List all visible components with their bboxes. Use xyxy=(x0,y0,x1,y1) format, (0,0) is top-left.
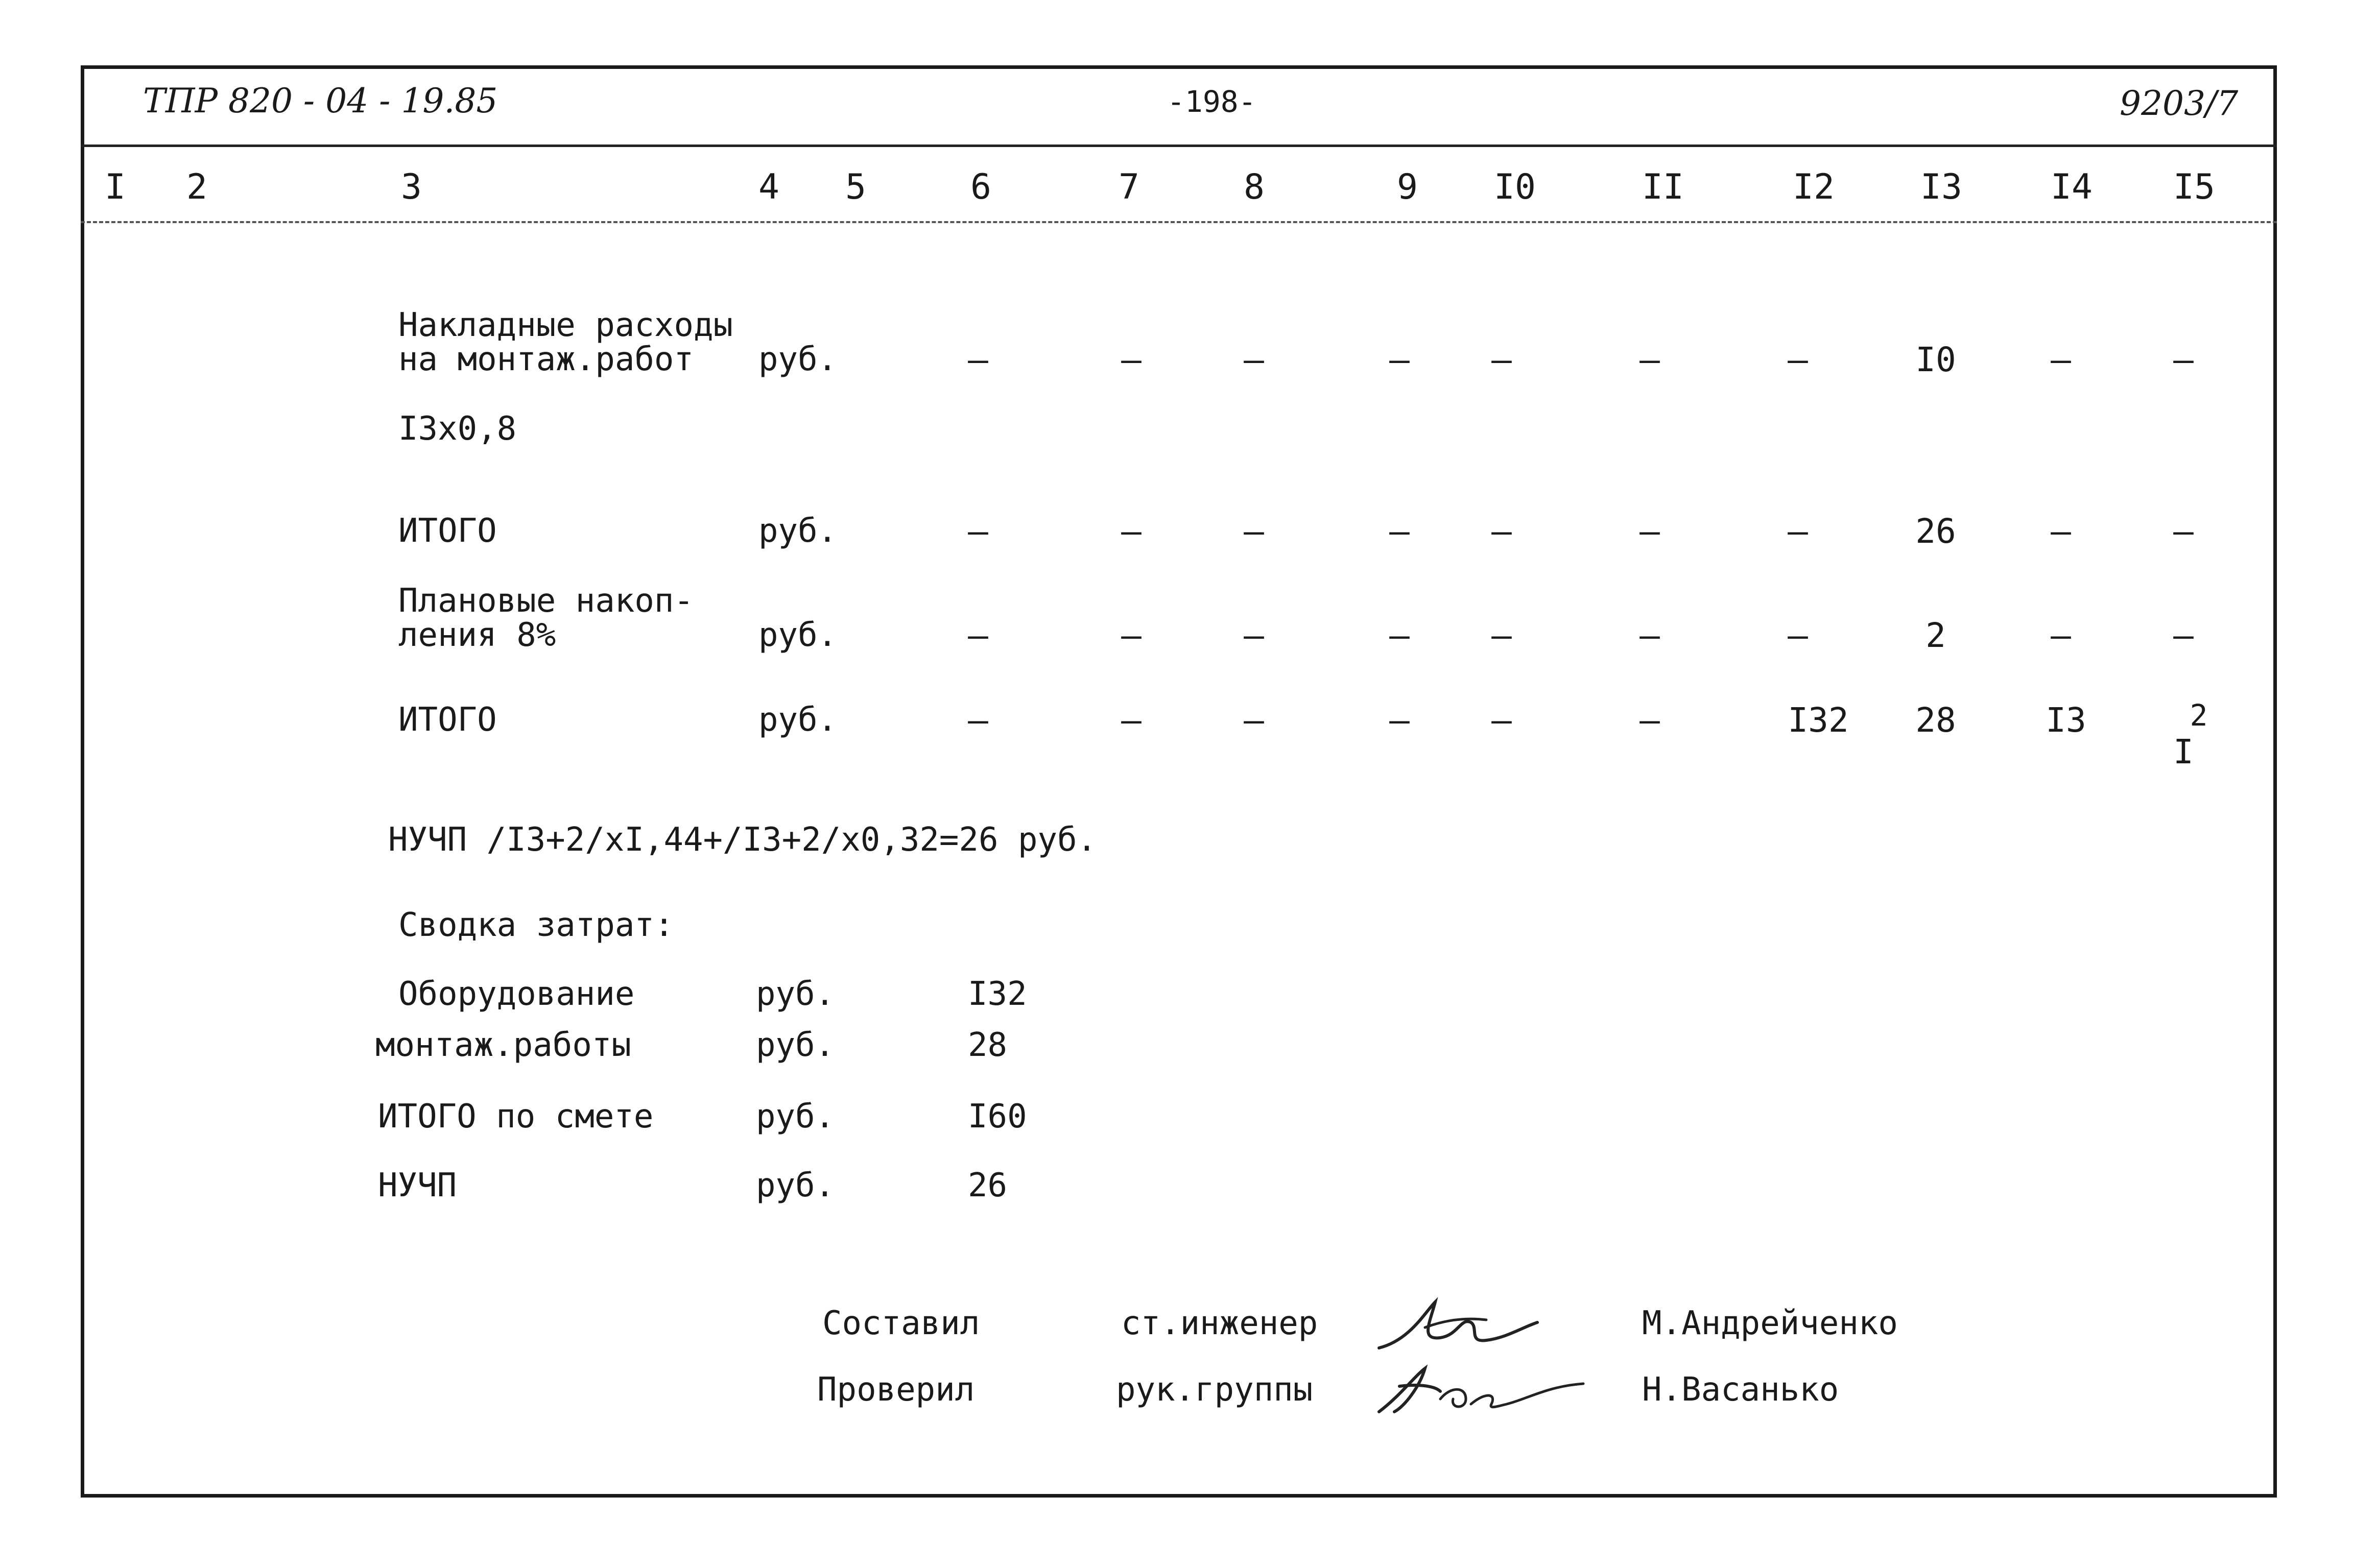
row-total1-c7: – xyxy=(1121,512,1142,551)
col-num-1: I xyxy=(105,167,126,207)
row-overhead-c12: – xyxy=(1788,340,1808,379)
summary-item-installation-value: 28 xyxy=(968,1026,1008,1064)
col-num-9: 9 xyxy=(1397,167,1418,207)
row-total2-c9: – xyxy=(1389,701,1410,740)
row-overhead-unit: руб. xyxy=(758,341,838,378)
row-planned-label-2: ления 8% xyxy=(398,616,556,654)
row-total1-c9: – xyxy=(1389,512,1410,551)
document-frame xyxy=(81,65,2277,1498)
row-multiplier-label: I3x0,8 xyxy=(398,410,517,448)
row-total2-c13: 28 xyxy=(1915,701,1956,740)
row-planned-c12: – xyxy=(1788,616,1808,655)
col-num-8: 8 xyxy=(1244,167,1265,207)
col-num-12: I2 xyxy=(1793,167,1835,207)
header-divider xyxy=(81,144,2277,147)
doc-code: ТПР 820 - 04 - 19.85 xyxy=(143,81,498,120)
row-planned-c7: – xyxy=(1121,616,1142,655)
row-planned-c15: – xyxy=(2173,616,2194,655)
signature-name-compiled: М.Андрейченко xyxy=(1642,1305,1898,1342)
signature-position-compiled: ст.инженер xyxy=(1121,1305,1318,1342)
signature-role-compiled: Составил xyxy=(822,1305,980,1342)
col-num-2: 2 xyxy=(186,167,207,207)
column-header-divider xyxy=(81,221,2277,223)
signature-role-checked: Проверил xyxy=(817,1371,975,1409)
col-num-13: I3 xyxy=(1920,167,1962,207)
row-total2-c6: – xyxy=(968,701,988,740)
row-overhead-c15: – xyxy=(2173,340,2194,379)
summary-item-installation-unit: руб. xyxy=(756,1026,835,1064)
row-planned-c6: – xyxy=(968,616,988,655)
col-num-15: I5 xyxy=(2173,167,2215,207)
row-overhead-c11: – xyxy=(1639,340,1660,379)
row-planned-c13: 2 xyxy=(1926,616,1946,655)
row-overhead-c14: – xyxy=(2051,340,2071,379)
summary-item-equipment-value: I32 xyxy=(968,975,1027,1013)
row-total2-label: ИТОГО xyxy=(398,701,497,739)
row-total1-unit: руб. xyxy=(758,512,838,550)
summary-item-nuchp-value: 26 xyxy=(968,1167,1008,1204)
row-total2-c8: – xyxy=(1244,701,1264,740)
summary-item-total-value: I60 xyxy=(968,1098,1027,1136)
row-overhead-c13: I0 xyxy=(1915,340,1956,379)
col-num-14: I4 xyxy=(2051,167,2093,207)
summary-title: Сводка затрат: xyxy=(398,906,674,944)
page-number: -198- xyxy=(1167,84,1256,119)
row-total2-unit: руб. xyxy=(758,701,838,739)
row-planned-c10: – xyxy=(1491,616,1512,655)
col-num-7: 7 xyxy=(1119,167,1139,207)
row-total1-c10: – xyxy=(1491,512,1512,551)
col-num-5: 5 xyxy=(845,167,866,207)
row-total2-c7: – xyxy=(1121,701,1142,740)
col-num-3: 3 xyxy=(401,167,422,207)
row-total1-c6: – xyxy=(968,512,988,551)
row-overhead-label-2: на монтаж.работ xyxy=(398,341,694,378)
summary-item-equipment-unit: руб. xyxy=(756,975,835,1013)
col-num-10: I0 xyxy=(1494,167,1536,207)
row-overhead-c7: – xyxy=(1121,340,1142,379)
row-total1-c13: 26 xyxy=(1915,512,1956,551)
row-total2-c12: I32 xyxy=(1788,701,1849,740)
row-overhead-c6: – xyxy=(968,340,988,379)
col-num-6: 6 xyxy=(970,167,991,207)
row-overhead-c8: – xyxy=(1244,340,1264,379)
row-overhead-c10: – xyxy=(1491,340,1512,379)
col-num-4: 4 xyxy=(758,167,779,207)
summary-item-installation-label: монтаж.работы xyxy=(375,1026,631,1064)
row-planned-c8: – xyxy=(1244,616,1264,655)
row-total1-c11: – xyxy=(1639,512,1660,551)
summary-item-total-unit: руб. xyxy=(756,1098,835,1136)
row-total1-label: ИТОГО xyxy=(398,512,497,550)
row-total1-c8: – xyxy=(1244,512,1264,551)
row-total2-c15-sub: I xyxy=(2173,732,2194,771)
row-total2-c15: 2 xyxy=(2190,698,2208,733)
row-total1-c14: – xyxy=(2051,512,2071,551)
row-planned-unit: руб. xyxy=(758,616,838,654)
summary-item-nuchp-unit: руб. xyxy=(756,1167,835,1204)
row-overhead-label-1: Накладные расходы xyxy=(398,306,733,344)
summary-item-total-label: ИТОГО по смете xyxy=(378,1098,654,1136)
signature-name-checked: Н.Васанько xyxy=(1642,1371,1839,1409)
row-total1-c12: – xyxy=(1788,512,1808,551)
row-total2-c14: I3 xyxy=(2046,701,2086,740)
row-planned-c9: – xyxy=(1389,616,1410,655)
row-planned-c11: – xyxy=(1639,616,1660,655)
signature-mark-compiled xyxy=(1369,1292,1568,1358)
summary-item-equipment-label: Оборудование xyxy=(398,975,635,1013)
signature-mark-checked xyxy=(1364,1356,1604,1422)
formula-line: НУЧП /I3+2/xI,44+/I3+2/x0,32=26 руб. xyxy=(388,821,1097,859)
signature-position-checked: рук.группы xyxy=(1116,1371,1313,1409)
row-total2-c11: – xyxy=(1639,701,1660,740)
row-total1-c15: – xyxy=(2173,512,2194,551)
col-num-11: II xyxy=(1642,167,1684,207)
row-planned-c14: – xyxy=(2051,616,2071,655)
row-overhead-c9: – xyxy=(1389,340,1410,379)
row-total2-c10: – xyxy=(1491,701,1512,740)
row-planned-label-1: Плановые накоп- xyxy=(398,582,694,620)
summary-item-nuchp-label: НУЧП xyxy=(378,1167,457,1204)
sheet-code: 9203/7 xyxy=(2120,84,2239,123)
